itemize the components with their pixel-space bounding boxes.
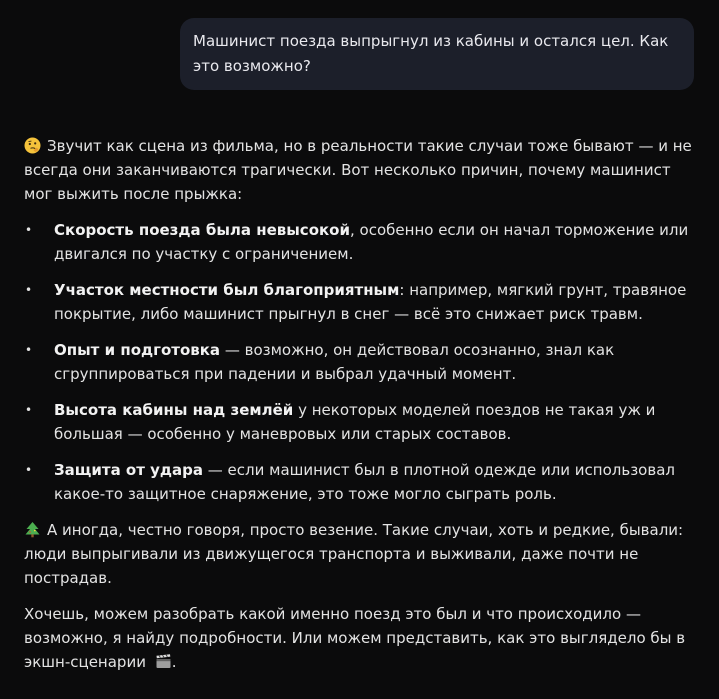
offer-text: Хочешь, можем разобрать какой именно поезд это был и что происходило — возможно, я найду подробности. Или можем представить, как это выглядело бы в экшн-сценарии [24,605,686,671]
list-item-text: , особенно если он начал торможение или двигался по участку с ограничением. [54,221,689,263]
list-item [24,278,694,326]
bullet: • [25,343,33,357]
list-item [24,398,694,446]
thinking-face-icon [24,137,41,154]
intro-text: Звучит как сцена из фильма, но в реальности такие случаи тоже бывают — и не всегда они заканчиваются трагически. Вот несколько причин, почему машинист мог выжить после прыжка: [24,137,692,203]
bullet: • [25,223,33,237]
list-item-text: у некоторых моделей поездов не такая уж и большая — особенно у маневровых или старых составов. [54,401,656,443]
list-item-text: — если машинист был в плотной одежде или использовал какое-то защитное снаряжение, это тоже могло сыграть роль. [54,461,675,503]
tree-icon [24,521,41,538]
list-item [24,458,694,506]
reasons-list [24,218,694,506]
list-item-title: Опыт и подготовка [54,341,221,359]
assistant-answer [24,134,694,674]
list-item-title: Скорость поезда была невысокой [54,221,351,239]
bullet: • [25,463,33,477]
list-item-text: : например, мягкий грунт, травяное покрытие, либо машинист прыгнул в снег — всё это снижает риск травм. [54,281,687,323]
luck-paragraph [24,518,694,590]
list-item-text: — возможно, он действовал осознанно, знал как сгруппироваться при падении и выбрал удачный момент. [54,341,615,383]
list-item-title: Участок местности был благоприятным [54,281,400,299]
bullet: • [25,403,33,417]
intro-paragraph [24,134,694,206]
list-item-title: Высота кабины над землёй [54,401,294,419]
user-message-text: Машинист поезда выпрыгнул из кабины и остался цел. Как это возможно? [193,32,669,75]
list-item [24,218,694,266]
offer-paragraph: Хочешь, можем разобрать какой именно поезд это был и что происходило — возможно, я найду подробности. Или можем представить, как это выглядело бы в экшн-сценарии . [24,605,686,671]
list-item [24,338,694,386]
luck-text: А иногда, честно говоря, просто везение. Такие случаи, хоть и редкие, бывали: люди выпрыгивали из движущегося транспорта и выживали, даже почти не пострадав. [24,521,684,587]
bullet: • [25,283,33,297]
user-message-bubble [180,18,694,90]
clapper-board-icon [155,653,172,670]
list-item-title: Защита от удара [54,461,204,479]
